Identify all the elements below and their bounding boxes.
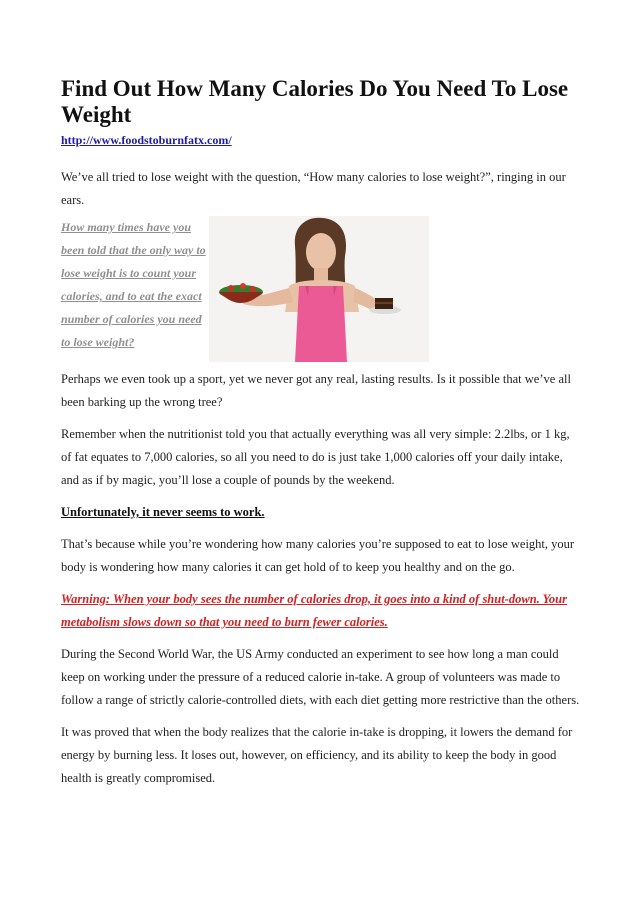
paragraph-conclusion: It was proved that when the body realizes that the calorie in-take is dropping, it lowers the demand for energy by burning less. It loses out, however, on efficiency, and its ability to keep the body in good health is greatly compromised. — [61, 725, 573, 785]
warning-paragraph: Warning: When your body sees the number of calories drop, it goes into a kind of shut-down. Your metabolism slows down so that you need to burn fewer calories. — [61, 592, 567, 629]
paragraph-world-war: During the Second World War, the US Army conducted an experiment to see how long a man could keep on working under the pressure of a reduced calorie in-take. A group of volunteers was made to follow a range of strictly calorie-controlled diets, with each diet getting more restrictive than the others. — [61, 647, 580, 707]
paragraph-body-wondering: That’s because while you’re wondering how many calories you’re supposed to eat to lose weight, your body is wondering how many calories it can get hold of to keep you healthy and on the go. — [61, 537, 575, 574]
document-page — [61, 76, 581, 790]
source-link[interactable]: http://www.foodstoburnfatx.com/ — [61, 133, 232, 147]
subheading-unfortunately: Unfortunately, it never seems to work. — [61, 505, 265, 519]
woman-choosing-food-photo — [209, 216, 429, 362]
paragraph-sport: Perhaps we even took up a sport, yet we never got any real, lasting results. Is it possible that we’ve all been barking up the wrong tree? — [61, 372, 571, 409]
page-title: Find Out How Many Calories Do You Need To Lose Weight — [61, 76, 569, 127]
callout-row — [61, 216, 581, 368]
paragraph-nutritionist: Remember when the nutritionist told you that actually everything was all very simple: 2.2lbs, or 1 kg, of fat equates to 7,000 calories, so all you need to do is just take 1,000 calories off your daily intake, and as if by magic, you’ll lose a couple of pounds by the weekend. — [61, 427, 570, 487]
callout-quote[interactable]: How many times have you been told that the only way to lose weight is to count your calories, and to eat the exact number of calories you need to lose weight? — [61, 220, 206, 349]
intro-paragraph: We’ve all tried to lose weight with the question, “How many calories to lose weight?”, ringing in our ears. — [61, 170, 566, 207]
